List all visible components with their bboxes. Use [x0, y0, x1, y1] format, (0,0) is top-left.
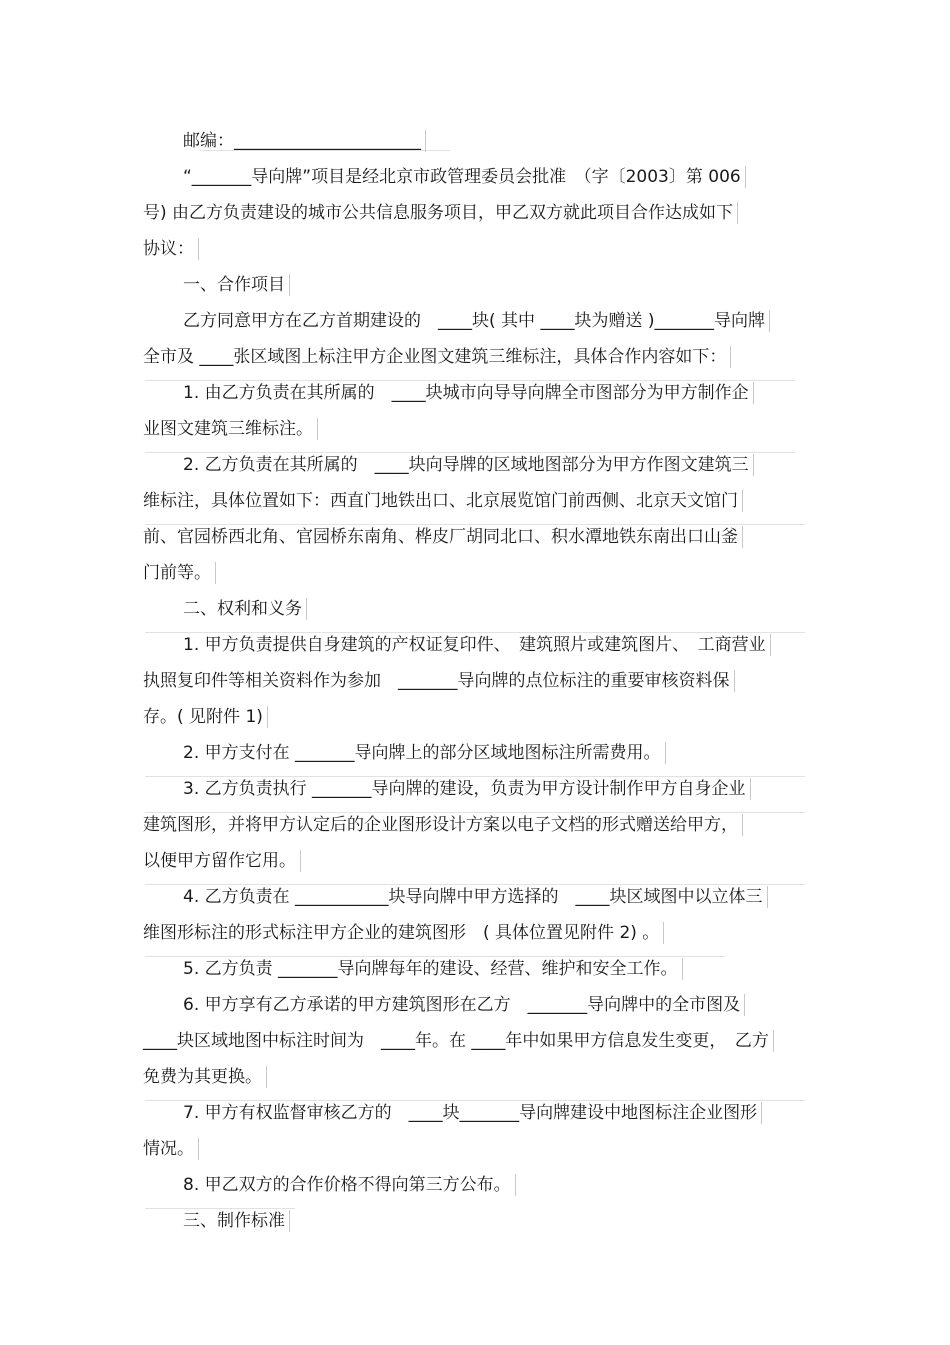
paragraph-line: 门前等。: [143, 561, 216, 585]
paragraph-line: 情况。: [143, 1137, 199, 1161]
paragraph-line: ____块区域地图中标注时间为 ____年。在 ____年中如果甲方信息发生变更， 乙方: [143, 1029, 774, 1053]
paragraph-line: 以便甲方留作它用。: [143, 849, 301, 873]
list-item: 2. 乙方负责在其所属的 ____块向导牌的区域地图部分为甲方作图文建筑三: [183, 453, 754, 477]
paragraph-line: 号) 由乙方负责建设的城市公共信息服务项目，甲乙双方就此项目合作达成如下: [143, 201, 738, 225]
list-item: 6. 甲方享有乙方承诺的甲方建筑图形在乙方 _______导向牌中的全市图及: [183, 993, 745, 1017]
section-heading: 一、合作项目: [183, 273, 290, 297]
paragraph-line: 执照复印件等相关资料作为参加 _______导向牌的点位标注的重要审核资料保: [143, 669, 735, 693]
paragraph-line: 前、官园桥西北角、官园桥东南角、桦皮厂胡同北口、积水潭地铁东南出口山釜: [143, 525, 743, 549]
section-heading: 三、制作标准: [183, 1209, 290, 1233]
list-item: 8. 甲乙双方的合作价格不得向第三方公布。: [183, 1173, 516, 1197]
paragraph-line: 乙方同意甲方在乙方首期建设的 ____块( 其中 ____块为赠送 )_______导向牌: [183, 309, 770, 333]
list-item: 4. 乙方负责在 ___________块导向牌中甲方选择的 ____块区域图中以立体三: [183, 885, 768, 909]
paragraph-line: 存。( 见附件 1): [143, 705, 268, 729]
postcode-line: 邮编：______________________: [183, 129, 426, 153]
paragraph-line: 协议：: [143, 237, 199, 261]
paragraph-line: 免费为其更换。: [143, 1065, 267, 1089]
list-item: 1. 甲方负责提供自身建筑的产权证复印件、 建筑照片或建筑图片、 工商营业: [183, 633, 771, 657]
list-item: 2. 甲方支付在 _______导向牌上的部分区域地图标注所需费用。: [183, 741, 666, 765]
paragraph-line: 维标注，具体位置如下：西直门地铁出口、北京展览馆门前西侧、北京天文馆门: [143, 489, 743, 513]
paragraph-line: 全市及 ____张区域图上标注甲方企业图文建筑三维标注，具体合作内容如下：: [143, 345, 731, 369]
paragraph-line: 业图文建筑三维标注。: [143, 417, 318, 441]
section-heading: 二、权利和义务: [183, 597, 307, 621]
list-item: 7. 甲方有权监督审核乙方的 ____块_______导向牌建设中地图标注企业图形: [183, 1101, 762, 1125]
list-item: 1. 由乙方负责在其所属的 ____块城市向导导向牌全市图部分为甲方制作企: [183, 381, 754, 405]
list-item: 5. 乙方负责 _______导向牌每年的建设、经营、维护和安全工作。: [183, 957, 683, 981]
paragraph-line: 维图形标注的形式标注甲方企业的建筑图形 ( 具体位置见附件 2) 。: [143, 921, 664, 945]
paragraph-line: “_______导向牌”项目是经北京市政管理委员会批准 （字〔2003〕第 006: [183, 165, 746, 189]
paragraph-line: 建筑图形，并将甲方认定后的企业图形设计方案以电子文档的形式赠送给甲方，: [143, 813, 743, 837]
list-item: 3. 乙方负责执行 _______导向牌的建设，负责为甲方设计制作甲方自身企业: [183, 777, 751, 801]
